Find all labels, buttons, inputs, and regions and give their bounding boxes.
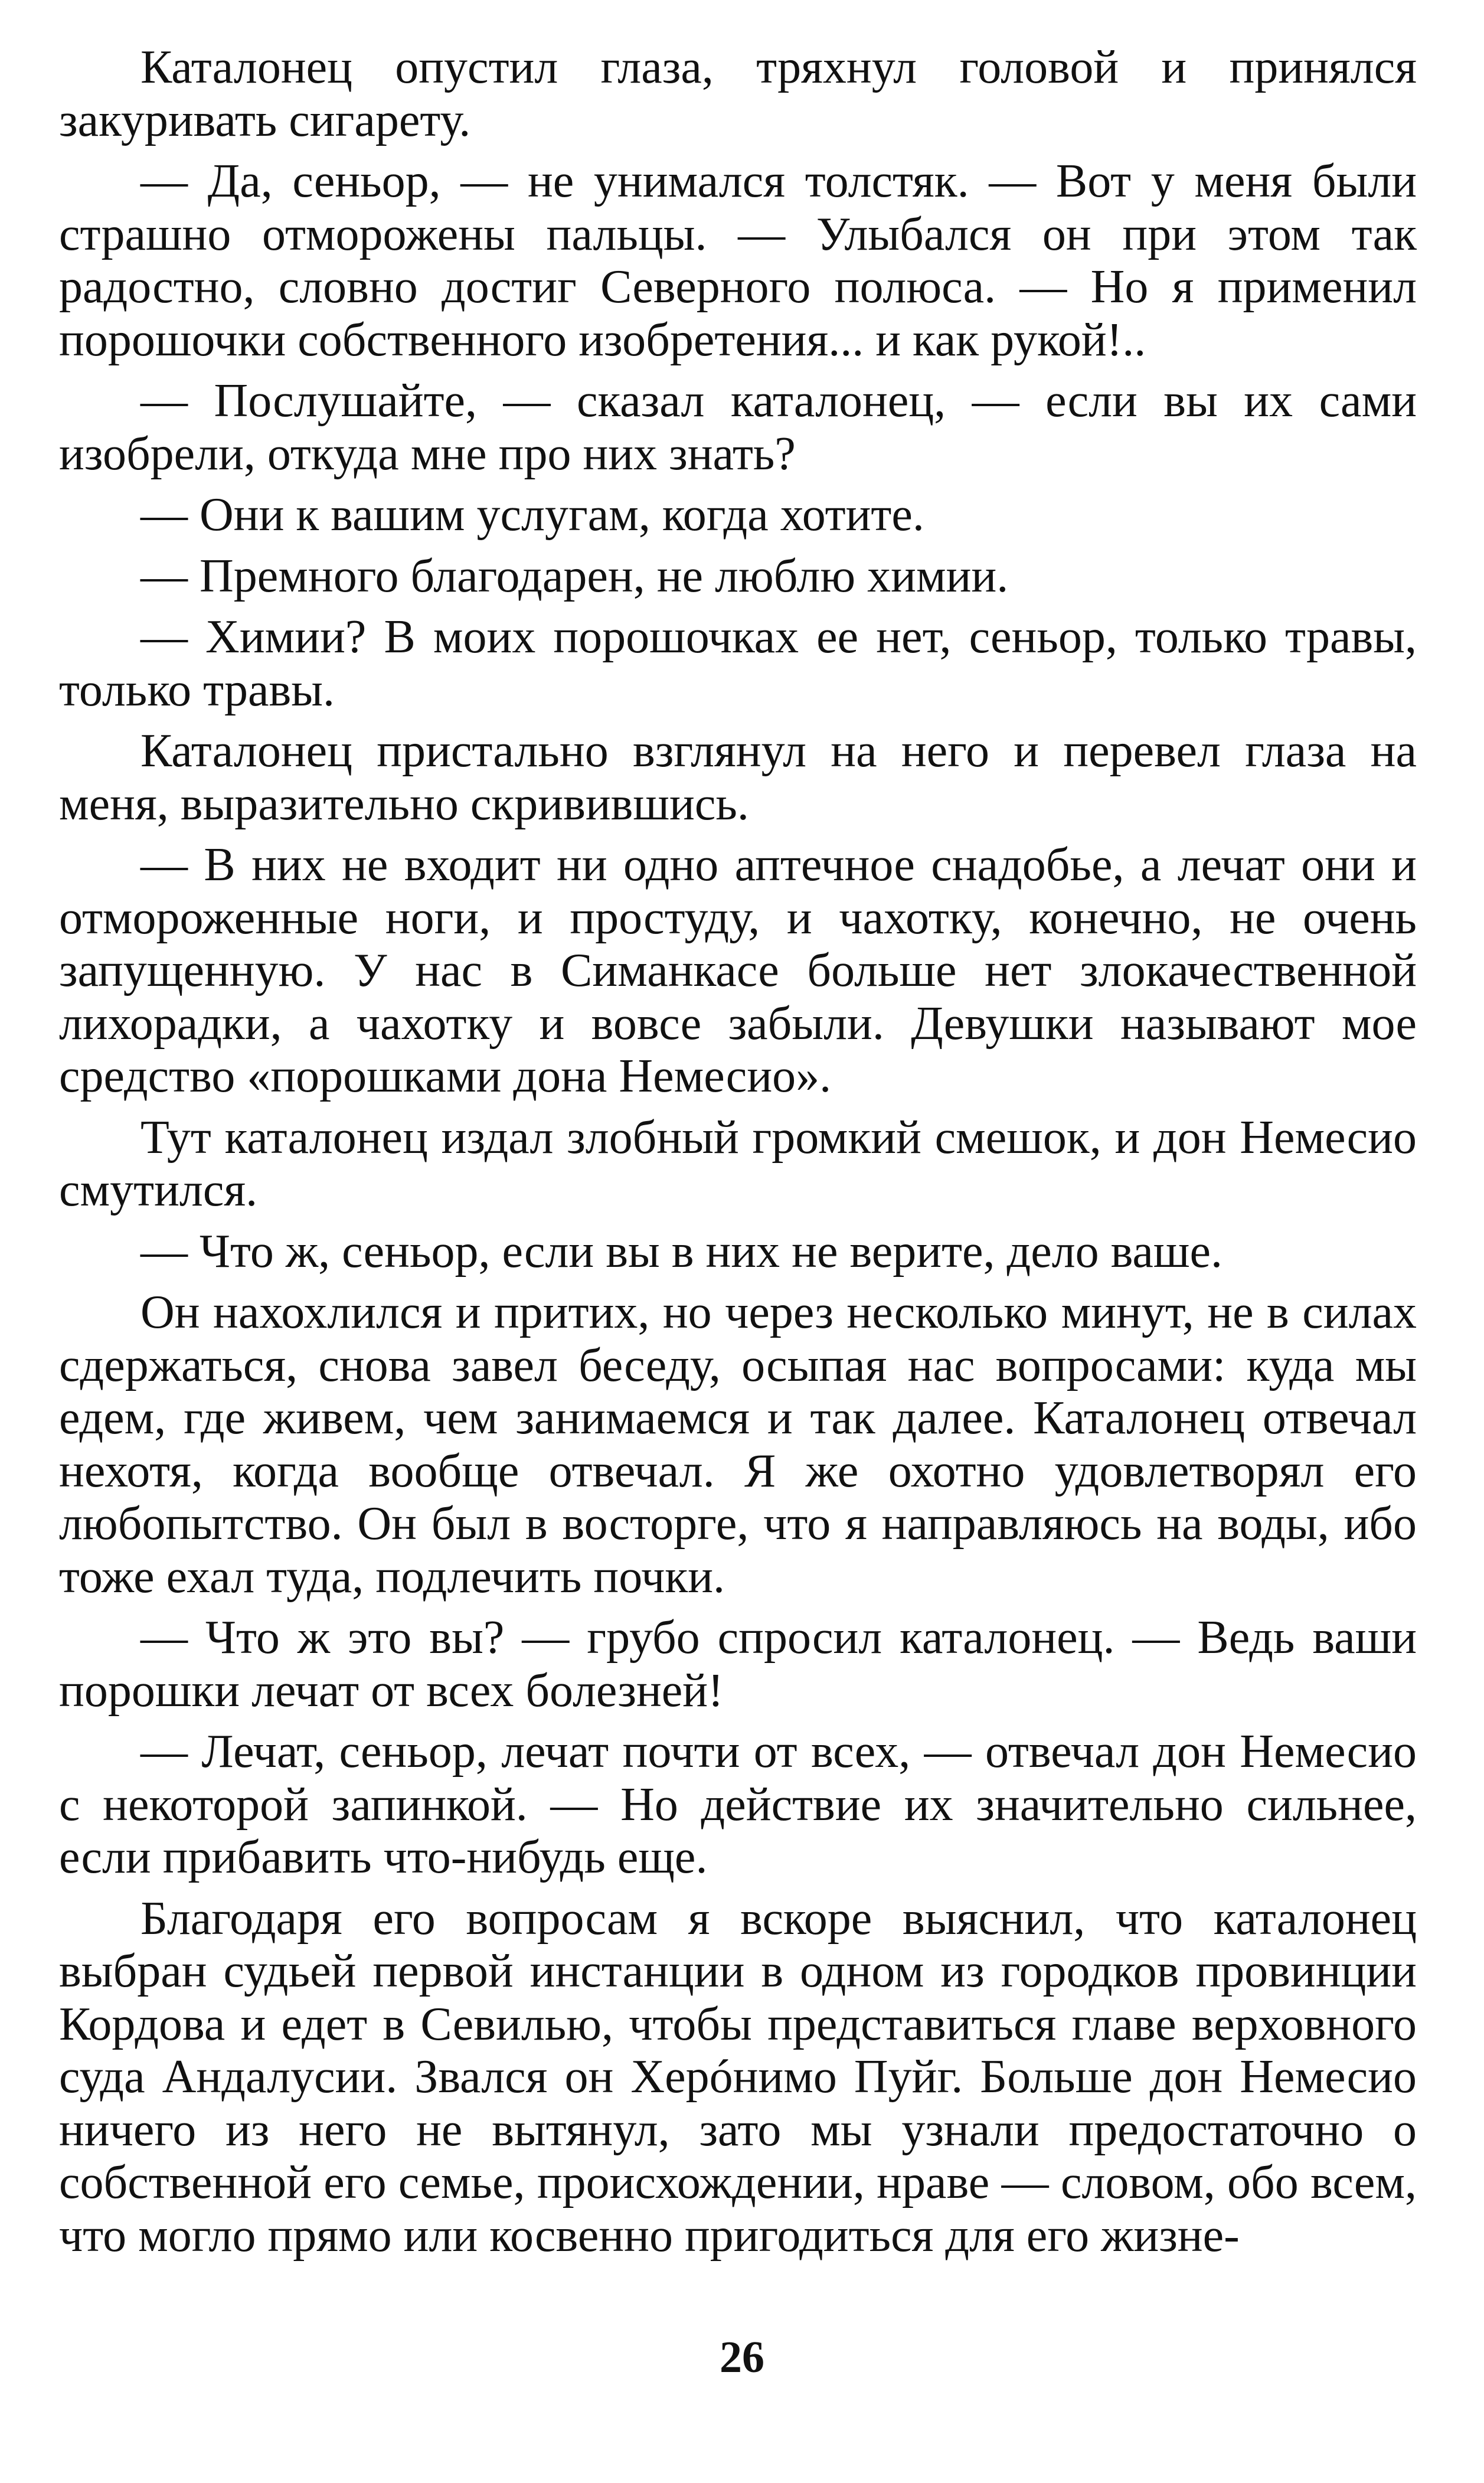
paragraph: Тут каталонец издал злобный громкий смешок, и дон Немесио смутился. bbox=[59, 1111, 1417, 1216]
page-text bbox=[59, 41, 1417, 2262]
paragraph: — Что ж, сеньор, если вы в них не верите, дело ваше. bbox=[140, 1225, 1223, 1278]
paragraph: Каталонец пристально взглянул на него и перевел глаза на меня, выразительно скривившись. bbox=[59, 725, 1417, 830]
paragraph: — Химии? В моих порошочках ее нет, сеньор, только травы, только травы. bbox=[59, 611, 1417, 716]
paragraph: — Что ж это вы? — грубо спросил каталонец. — Ведь ваши порошки лечат от всех болезней! bbox=[59, 1612, 1417, 1717]
page-number: 26 bbox=[720, 2332, 764, 2382]
paragraph: Каталонец опустил глаза, тряхнул головой и принялся закуривать сигарету. bbox=[59, 41, 1417, 146]
paragraph: — В них не входит ни одно аптечное снадобье, а лечат они и отмороженные ноги, и простуду, и чахотку, конечно, не очень запущенную. У нас в Симанкасе больше нет злокачественной лихорадки, а чахотку и вовсе забыли. Девушки называют мое средство «порошками дона Немесио». bbox=[59, 839, 1417, 1102]
paragraph: — Лечат, сеньор, лечат почти от всех, — отвечал дон Немесио с некоторой запинкой. — Но действие их значительно сильнее, если прибавить что-нибудь еще. bbox=[59, 1726, 1417, 1883]
paragraph: — Они к вашим услугам, когда хотите. bbox=[140, 489, 924, 541]
paragraph: — Да, сеньор, — не унимался толстяк. — Вот у меня были страшно отморожены пальцы. — Улыбался он при этом так радостно, словно достиг Северного полюса. — Но я применил порошочки собственного изобретения... и как рукой!.. bbox=[59, 155, 1417, 366]
paragraph: — Послушайте, — сказал каталонец, — если вы их сами изобрели, откуда мне про них знать? bbox=[59, 375, 1417, 480]
paragraph: Благодаря его вопросам я вскоре выяснил, что каталонец выбран судьей первой инстанции в одном из городков провинции Кордова и едет в Севилью, чтобы представиться главе верховного суда Андалусии. Звался он Херóнимо Пуйг. Больше дон Немесио ничего из него не вытянул, зато мы узнали предостаточно о собственной его семье, происхождении, нраве — словом, обо всем, что могло прямо или косвенно пригодиться для его жизне- bbox=[59, 1892, 1417, 2262]
paragraph: Он нахохлился и притих, но через несколько минут, не в силах сдержаться, снова завел беседу, осыпая нас вопросами: куда мы едем, где живем, чем занимаемся и так далее. Каталонец отвечал нехотя, когда вообще отвечал. Я же охотно удовлетворял его любопытство. Он был в восторге, что я направляюсь на воды, ибо тоже ехал туда, подлечить почки. bbox=[59, 1286, 1417, 1603]
paragraph: — Премного благодарен, не люблю химии. bbox=[140, 550, 1009, 602]
